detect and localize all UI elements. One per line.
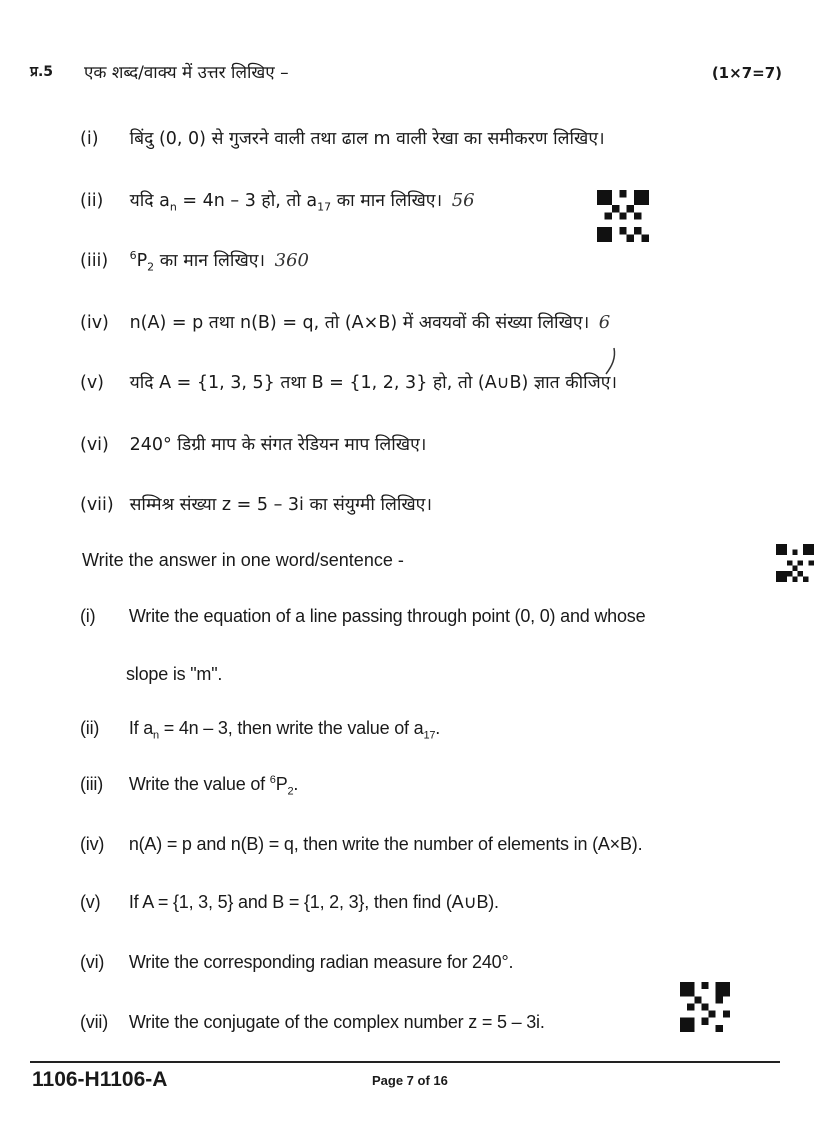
english-item-1 bbox=[80, 606, 645, 627]
item-text: 240° डिग्री माप के संगत रेडियन माप लिखिए। bbox=[129, 435, 427, 455]
item-number: (ii) bbox=[80, 718, 100, 738]
page-number: Page 7 of 16 bbox=[372, 1073, 448, 1088]
hindi-item-1 bbox=[80, 126, 605, 150]
item-number: (vi) bbox=[80, 435, 109, 455]
item-text: n(A) = p तथा n(B) = q, तो (A×B) में अवयवों की संख्या लिखिए। bbox=[129, 313, 590, 333]
handwritten-answer: 6 bbox=[598, 312, 611, 333]
hindi-item-2: (ii) यदि $a_n = 4n - 3$ हो, तो $a_{17}$ का मान लिखिए। 56 bbox=[80, 190, 475, 214]
item-text: यदि A = {1, 3, 5} तथा B = {1, 2, 3} हो, तो (A∪B) ज्ञात कीजिए। bbox=[129, 373, 618, 393]
item-text: बिंदु (0, 0) से गुजरने वाली तथा ढाल m वाली रेखा का समीकरण लिखिए। bbox=[129, 129, 605, 149]
english-item-3: (iii) Write the value of $^6P_2$. bbox=[80, 774, 299, 798]
qr-code-icon bbox=[680, 982, 730, 1032]
item-text: Write the corresponding radian measure for 240°. bbox=[128, 952, 514, 972]
english-item-7 bbox=[80, 1012, 545, 1033]
item-number: (iv) bbox=[80, 834, 105, 854]
qr-code-icon bbox=[776, 544, 814, 582]
english-item-6 bbox=[80, 952, 513, 973]
item-number: (v) bbox=[80, 892, 101, 912]
item-number: (vi) bbox=[80, 952, 105, 972]
item-number: (vii) bbox=[80, 1012, 108, 1032]
item-number: (i) bbox=[80, 606, 96, 626]
question-number: प्र.5 bbox=[30, 64, 54, 80]
item-text: If A = {1, 3, 5} and B = {1, 2, 3}, then find (A∪B). bbox=[128, 892, 499, 912]
pen-stroke-icon bbox=[600, 318, 640, 378]
handwritten-answer: 360 bbox=[274, 250, 310, 271]
english-item-5 bbox=[80, 892, 499, 913]
english-item-2: (ii) If $a_n = 4n - 3$, then write the value of $a_{17}$. bbox=[80, 718, 441, 742]
hindi-item-4 bbox=[80, 310, 610, 334]
item-number: (vii) bbox=[80, 495, 114, 515]
item-number: (iv) bbox=[80, 313, 109, 333]
item-text: सम्मिश्र संख्या z = 5 – 3i का संयुग्मी लिखिए। bbox=[129, 495, 432, 515]
item-text: n(A) = p and n(B) = q, then write the number of elements in (A×B). bbox=[128, 834, 643, 854]
item-number: (ii) bbox=[80, 191, 104, 211]
item-number: (v) bbox=[80, 373, 105, 393]
qr-code-icon bbox=[597, 190, 649, 242]
paper-code: 1106-H1106-A bbox=[32, 1068, 168, 1091]
english-item-1-continued bbox=[126, 664, 222, 685]
handwritten-answer: 56 bbox=[451, 190, 475, 211]
question-marks: (1×7=7) bbox=[711, 64, 782, 82]
english-heading: Write the answer in one word/sentence - bbox=[82, 550, 404, 570]
item-text: Write the equation of a line passing through point (0, 0) and whose bbox=[128, 606, 646, 626]
item-number: (iii) bbox=[80, 774, 103, 794]
hindi-item-7 bbox=[80, 492, 432, 516]
hindi-item-5 bbox=[80, 370, 617, 394]
item-number: (i) bbox=[80, 129, 99, 149]
item-text: Write the conjugate of the complex number z = 5 – 3i. bbox=[128, 1012, 545, 1032]
footer-divider bbox=[30, 1061, 780, 1063]
item-text: slope is "m". bbox=[126, 664, 223, 684]
english-item-4 bbox=[80, 834, 642, 855]
hindi-item-3: (iii) $^6P_2$ का मान लिखिए। 360 bbox=[80, 249, 310, 274]
question-instruction-hindi: एक शब्द/वाक्य में उत्तर लिखिए – bbox=[84, 63, 289, 83]
item-number: (iii) bbox=[80, 251, 109, 271]
hindi-item-6 bbox=[80, 432, 426, 456]
